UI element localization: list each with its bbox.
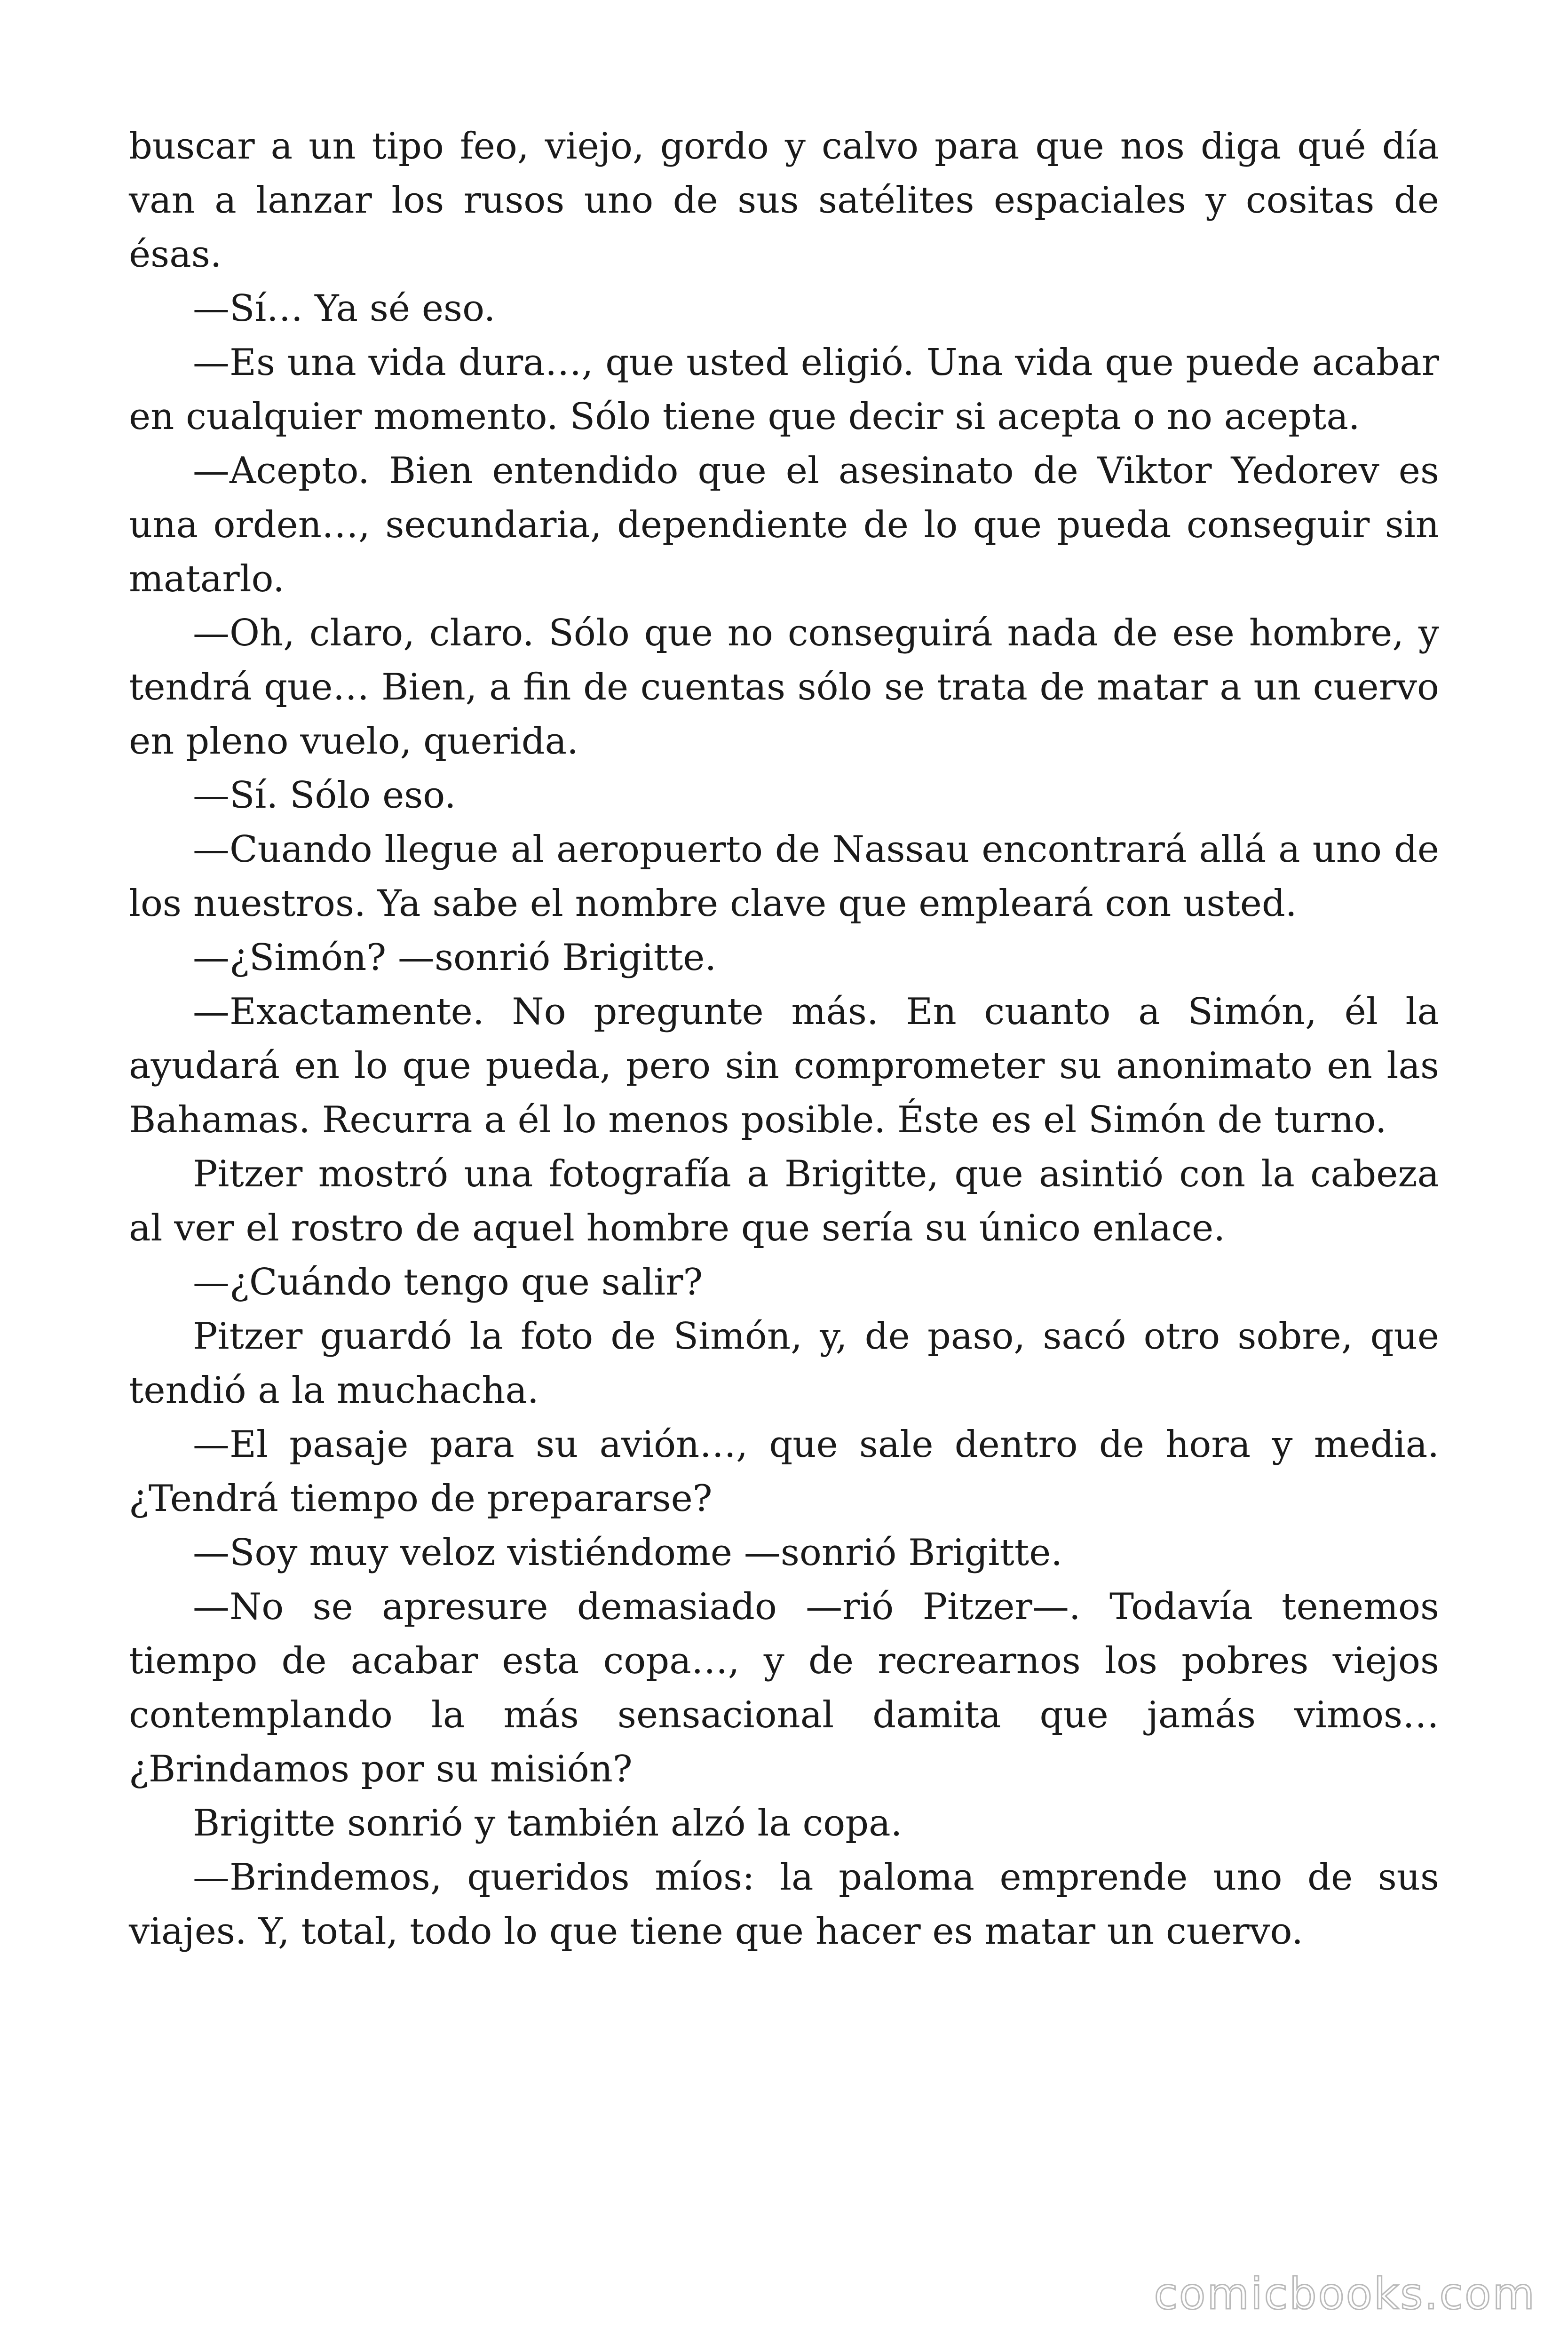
paragraph: —Sí. Sólo eso. <box>193 774 456 817</box>
paragraph: buscar a un tipo feo, viejo, gordo y calvo para que nos diga qué día van a lanzar los rusos uno de sus satélites espaciales y cositas de ésas. <box>129 125 1439 276</box>
paragraph: Pitzer mostró una fotografía a Brigitte, que asintió con la cabeza al ver el rostro de aquel hombre que sería su único enlace. <box>129 1153 1439 1249</box>
paragraph: —Acepto. Bien entendido que el asesinato de Viktor Yedorev es una orden…, secundaria, dependiente de lo que pueda conseguir sin matarlo. <box>129 450 1439 600</box>
page-text <box>129 119 1439 1959</box>
paragraph: —Brindemos, queridos míos: la paloma emprende uno de sus viajes. Y, total, todo lo que tiene que hacer es matar un cuervo. <box>129 1856 1439 1953</box>
paragraph: —Soy muy veloz vistiéndome —sonrió Brigitte. <box>193 1532 1063 1574</box>
watermark: comicbooks.com <box>1154 2269 1536 2319</box>
paragraph: —Exactamente. No pregunte más. En cuanto a Simón, él la ayudará en lo que pueda, pero sin comprometer su anonimato en las Bahamas. Recurra a él lo menos posible. Éste es el Simón de turno. <box>129 991 1439 1141</box>
paragraph: —No se apresure demasiado —rió Pitzer—. Todavía tenemos tiempo de acabar esta copa…, y de recrearnos los pobres viejos contemplando la más sensacional damita que jamás vimos… ¿Brindamos por su misión? <box>129 1586 1439 1790</box>
paragraph: —Oh, claro, claro. Sólo que no conseguirá nada de ese hombre, y tendrá que… Bien, a fin de cuentas sólo se trata de matar a un cuervo en pleno vuelo, querida. <box>129 612 1439 763</box>
paragraph: —¿Cuándo tengo que salir? <box>193 1261 703 1303</box>
paragraph: —Es una vida dura…, que usted eligió. Una vida que puede acabar en cualquier momento. Sólo tiene que decir si acepta o no acepta. <box>129 342 1439 438</box>
paragraph: Pitzer guardó la foto de Simón, y, de paso, sacó otro sobre, que tendió a la muchacha. <box>129 1315 1439 1412</box>
paragraph: Brigitte sonrió y también alzó la copa. <box>193 1802 903 1844</box>
paragraph: —Cuando llegue al aeropuerto de Nassau encontrará allá a uno de los nuestros. Ya sabe el nombre clave que empleará con usted. <box>129 828 1439 925</box>
paragraph: —Sí… Ya sé eso. <box>193 287 496 330</box>
paragraph: —¿Simón? —sonrió Brigitte. <box>193 937 717 979</box>
paragraph: —El pasaje para su avión…, que sale dentro de hora y media. ¿Tendrá tiempo de prepararse? <box>129 1423 1439 1520</box>
